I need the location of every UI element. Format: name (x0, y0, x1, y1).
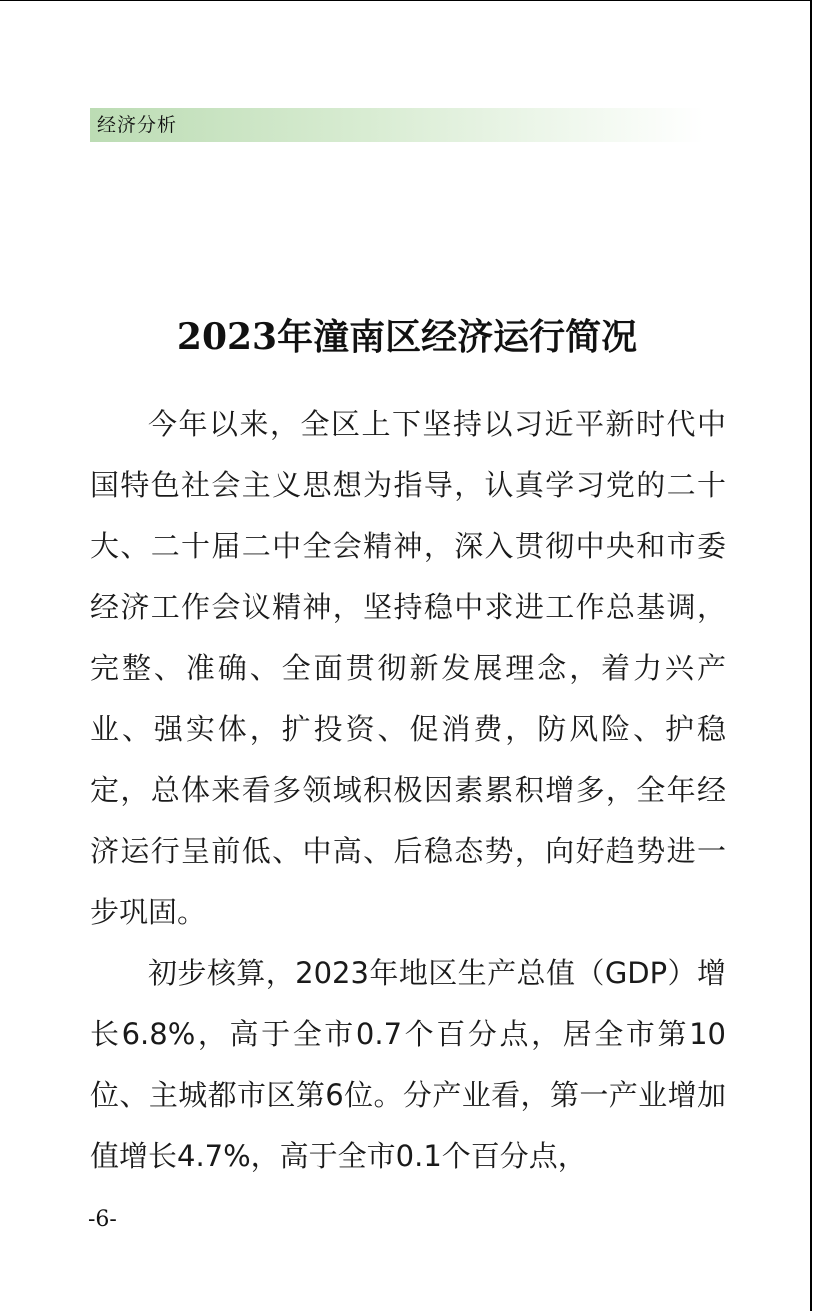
paragraph-gdp: 初步核算，2023年地区生产总值（GDP）增长6.8%，高于全市0.7个百分点，居全市第10位、主城都市区第6位。分产业看，第一产业增加值增长4.7%，高于全市0.1个百分点， (90, 956, 726, 1173)
section-banner (90, 108, 704, 142)
article-title: 2023年潼南区经济运行简况 (176, 316, 638, 359)
article-body (90, 394, 726, 1187)
page-number: -6- (88, 1207, 117, 1232)
section-label: 经济分析 (97, 114, 178, 136)
paragraph-intro: 今年以来，全区上下坚持以习近平新时代中国特色社会主义思想为指导，认真学习党的二十大、二十届二中全会精神，深入贯彻中央和市委经济工作会议精神，坚持稳中求进工作总基调，完整、准确、全面贯彻新发展理念，着力兴产业、强实体，扩投资、促消费，防风险、护稳定，总体来看多领域积极因素累积增多，全年经济运行呈前低、中高、后稳态势，向好趋势进一步巩固。 (90, 407, 726, 929)
